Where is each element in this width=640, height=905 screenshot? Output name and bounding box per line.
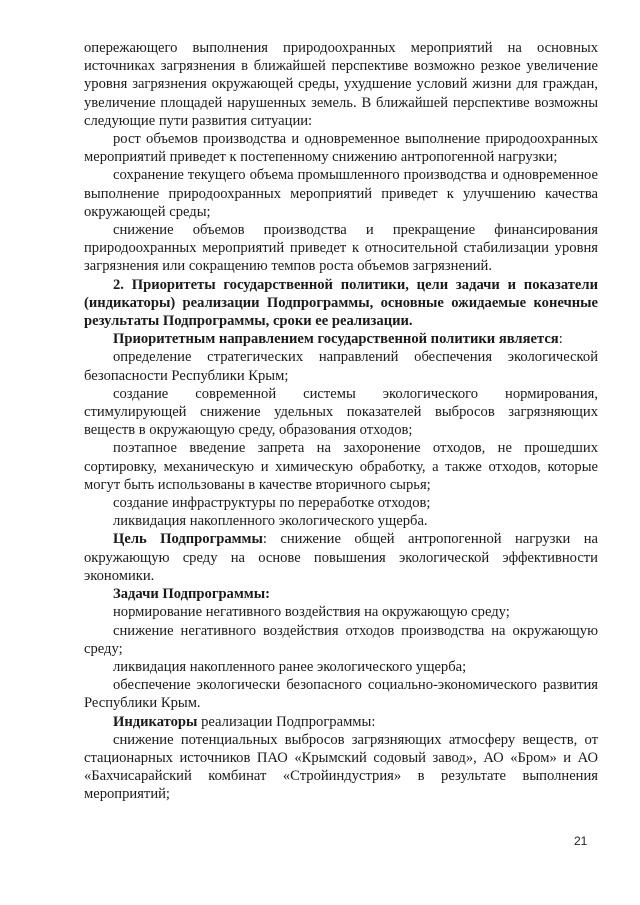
bold-lead: Задачи Подпрограммы: — [113, 586, 270, 603]
paragraph: создание инфраструктуры по переработке отходов; — [113, 495, 431, 512]
paragraph: опережающего выполнения природоохранных мероприятий на основных источниках загрязнения в ближайшей перспективе возможно резкое увеличение уровня загрязнения окружающей среды, ухудшение условий жизни для граждан, увеличение площадей нарушенных земель. В ближайшей перспективе возможны следующие пути развития ситуации: — [84, 40, 598, 129]
paragraph: нормирование негативного воздействия на окружающую среду; — [113, 604, 510, 621]
paragraph: снижение негативного воздействия отходов производства на окружающую среду; — [84, 622, 598, 657]
page-body — [84, 39, 598, 804]
paragraph — [84, 585, 598, 603]
section-heading: 2. Приоритеты государственной политики, цели задачи и показатели (индикаторы) реализации Подпрограммы, основные ожидаемые конечные результаты Подпрограммы, сроки ее реализации. — [84, 276, 598, 330]
paragraph: снижение потенциальных выбросов загрязняющих атмосферу веществ, от стационарных источников ПАО «Крымский содовый завод», АО «Бром» и АО «Бахчисарайский комбинат «Стройиндустрия» в результате выполнения мероприятий; — [84, 731, 598, 803]
paragraph: рост объемов производства и одновременное выполнение природоохранных мероприятий приведет к постепенному снижению антропогенной нагрузки; — [84, 131, 598, 166]
paragraph: определение стратегических направлений обеспечения экологической безопасности Республики Крым; — [84, 349, 598, 384]
paragraph-rest: реализации Подпрограммы: — [197, 713, 376, 730]
paragraph: сохранение текущего объема промышленного производства и одновременное выполнение природоохранных мероприятий приведет к улучшению качества окружающей среды; — [84, 167, 598, 220]
bold-lead: Цель Подпрограммы — [113, 531, 263, 548]
paragraph — [84, 330, 598, 348]
bold-lead: Индикаторы — [113, 713, 198, 730]
bold-lead: Приоритетным направлением государственной политики является — [113, 331, 559, 348]
paragraph: обеспечение экологически безопасного социально-экономического развития Республики Крым. — [84, 677, 598, 712]
paragraph — [84, 530, 598, 585]
paragraph: поэтапное введение запрета на захоронение отходов, не прошедших сортировку, механическую и химическую обработку, а также отходов, которые могут быть использованы в качестве вторичного сырья; — [84, 440, 598, 493]
paragraph: снижение объемов производства и прекращение финансирования природоохранных мероприятий приведет к относительной стабилизации уровня загрязнения или сокращению темпов роста объемов загрязнений. — [84, 222, 598, 275]
paragraph-rest: : снижение общей антропогенной нагрузки на окружающую среду на основе повышения экологической эффективности экономики. — [84, 531, 598, 584]
page-number: 21 — [574, 834, 588, 848]
paragraph: создание современной системы экологического нормирования, стимулирующей снижение удельных показателей выбросов загрязняющих веществ в окружающую среду, образования отходов; — [84, 385, 598, 439]
paragraph: ликвидация накопленного экологического ущерба. — [113, 513, 428, 530]
paragraph — [84, 713, 598, 731]
paragraph-rest: : — [558, 331, 563, 348]
paragraph: ликвидация накопленного ранее экологического ущерба; — [113, 658, 467, 675]
